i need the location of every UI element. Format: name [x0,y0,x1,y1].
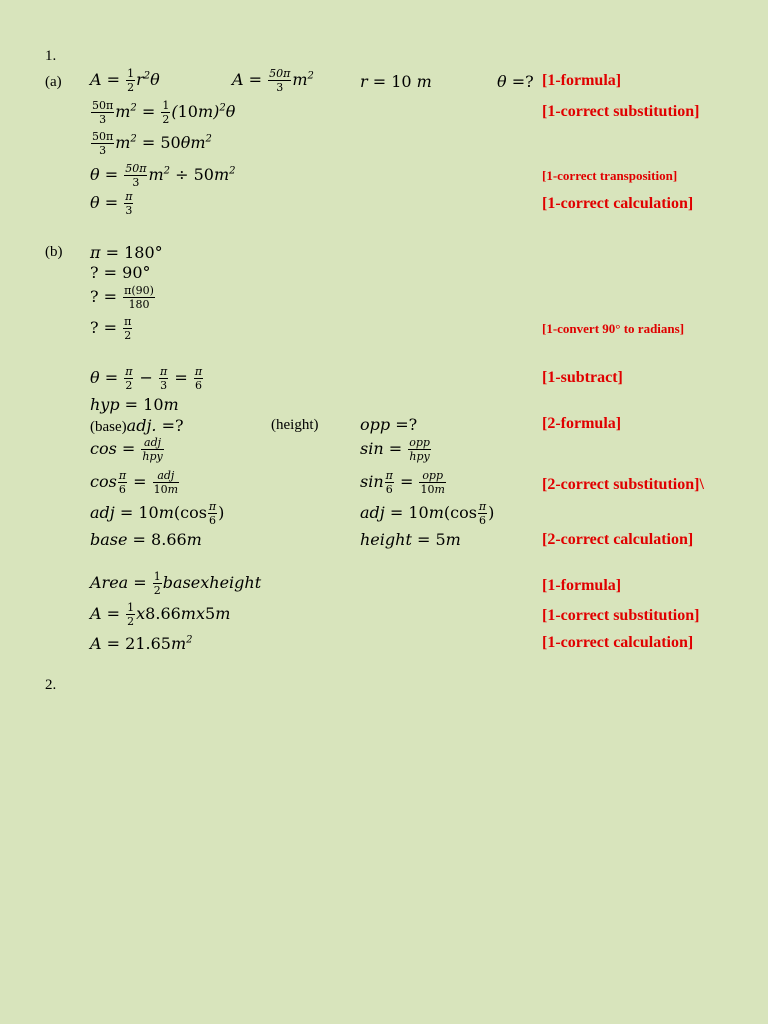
marks-b-calculation: [2-correct calculation] [542,531,694,548]
marks-b-substitution: [2-correct substitution]\ [542,476,704,493]
equation-sin-substitution: sin $\frac{\pi}{6}$ = $\frac{\text{opp}}{10m}$ [360,469,445,496]
marks-a-substitution: [1-correct substitution] [542,103,700,120]
marks-area-substitution: [1-correct substitution] [542,607,700,624]
equation-cos-substitution: cos $\frac{\pi}{6}$ = $\frac{\text{adj}}{10m}$ [90,469,179,496]
marks-a-formula: [1-formula] [542,72,622,89]
marks-a-transposition: [1-correct transposition] [542,168,678,183]
question-1-number: 1. [45,48,57,64]
equation-adj-unknown: adj. =? [126,416,184,435]
equation-area-triangle-result: $A = 21.65m^2$ [90,634,193,653]
equation-angle-subtract: θ = $\frac{\pi}{2}$ − $\frac{\pi}{3}$ = $\frac{\pi}{6}$ [90,365,203,392]
part-a-label: (a) [45,74,62,90]
part-b-label: (b) [45,244,63,260]
marks-b-subtract: [1-subtract] [542,369,623,386]
base-label: (base) [90,419,127,435]
equation-unknown-radians: ? = $\frac{\pi}{2}$ [90,315,132,342]
equation-radius-value: r = 10 m [360,72,432,91]
height-label: (height) [271,417,319,433]
marks-a-calculation: [1-correct calculation] [542,195,694,212]
equation-area-formula: A = $\frac{1}{2}$ $r^2\theta$ [90,67,160,94]
marks-b-formula: [2-formula] [542,415,622,432]
marks-b-convert: [1-convert 90° to radians] [542,321,685,336]
equation-unknown-90: ? = 90° [90,263,151,282]
equation-sin-formula: sin = $\frac{\text{opp}}{\text{hpy}}$ [360,436,430,463]
equation-area-triangle-substitution: A = $\frac{1}{2}$ x8.66mx5m [90,601,231,628]
equation-unknown-ratio: ? = $\frac{\pi(90)}{180}$ [90,284,154,311]
equation-adj-solve: adj = 10m(cos $\frac{\pi}{6}$ ) [90,500,225,527]
equation-opp-solve: adj = 10m(cos $\frac{\pi}{6}$ ) [360,500,495,527]
base-unknown-row [90,416,184,436]
question-2-number: 2. [45,677,57,693]
equation-theta-result: θ = $\frac{\pi}{3}$ [90,190,133,217]
equation-height-result: height = 5m [360,530,461,549]
equation-area-triangle-formula: Area = $\frac{1}{2}$ basexheight [90,570,262,597]
equation-pi-degrees: π = 180° [90,243,163,262]
equation-opp-unknown: opp =? [360,415,418,434]
equation-transposition: θ = $\frac{50\pi}{3}$ $m^2 \div 50m^2$ [90,162,236,189]
marks-area-calculation: [1-correct calculation] [542,634,694,651]
equation-theta-unknown: θ =? [497,72,534,91]
equation-cos-formula: cos = $\frac{\text{adj}}{\text{hpy}}$ [90,436,163,463]
marks-area-formula: [1-formula] [542,577,622,594]
equation-area-value: A = $\frac{50\pi}{3}$ $m^2$ [232,67,314,94]
equation-substitution: $\frac{50\pi}{3}$ $m^2$ = $\frac{1}{2}$ $(10m)^2\theta$ [92,99,236,126]
equation-base-result: base = 8.66m [90,530,202,549]
equation-hypotenuse: hyp = 10m [90,395,179,414]
equation-simplified: $\frac{50\pi}{3}$ $m^2 = 50\theta m^2$ [92,130,212,157]
